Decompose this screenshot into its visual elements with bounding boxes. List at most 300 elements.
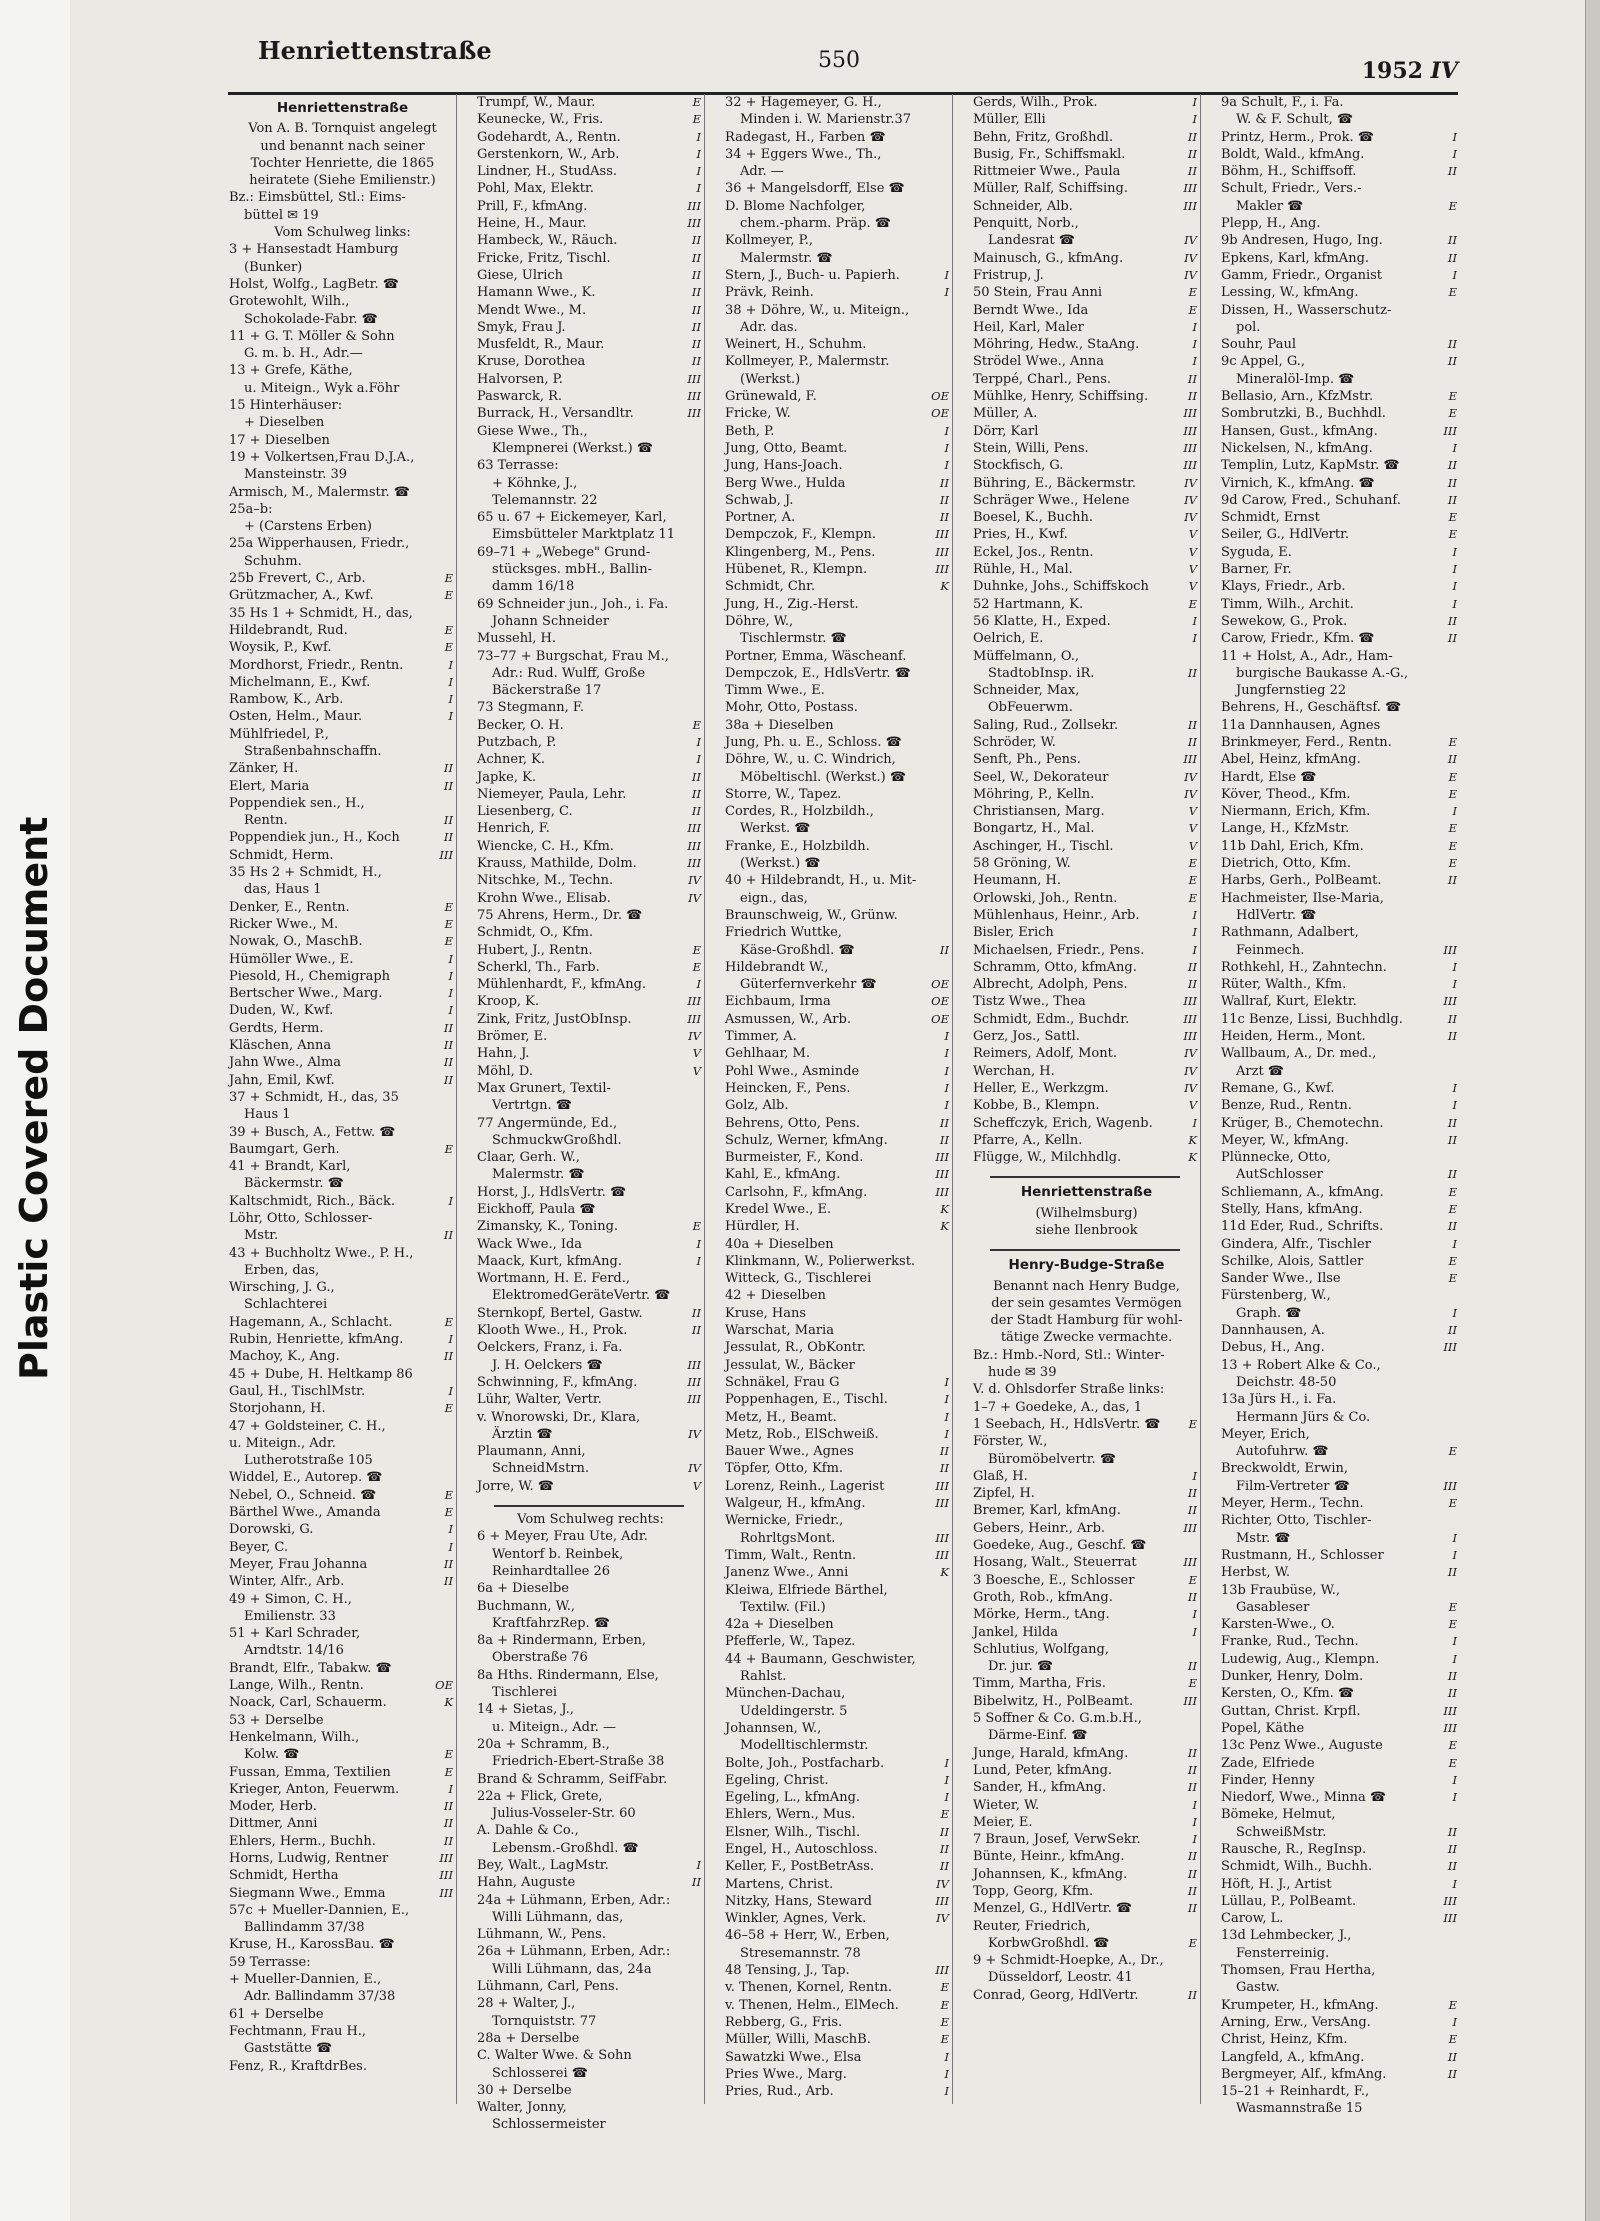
entry-text: Mohr, Otto, Postass.	[725, 700, 858, 716]
entry-text: Möhl, D.	[477, 1063, 534, 1079]
entry-text: Schmidt, Chr.	[725, 579, 816, 595]
floor-marker: I	[1452, 1080, 1457, 1095]
entry-text: Behrens, Otto, Pens.	[725, 1115, 861, 1131]
entry-text: Lund, Peter, kfmAng.	[973, 1762, 1113, 1778]
entry-text: Schlachterei	[244, 1297, 328, 1313]
floor-marker: E	[692, 959, 701, 974]
entry-text: Feinmech.	[1236, 942, 1305, 958]
entry-text: Vom Schulweg links:	[274, 225, 411, 241]
directory-entry	[1218, 890, 1460, 907]
directory-entry	[1218, 1737, 1460, 1754]
floor-marker: III	[687, 406, 701, 421]
floor-marker: E	[444, 1487, 453, 1502]
floor-marker: IV	[1184, 510, 1197, 525]
floor-marker: III	[687, 389, 701, 404]
directory-entry	[1218, 492, 1460, 509]
section-separator	[494, 1505, 684, 1507]
entry-text: damm 16/18	[492, 579, 575, 595]
directory-entry	[226, 1885, 456, 1902]
directory-entry	[474, 1028, 704, 1045]
entry-text: Hagemann, A., Schlacht.	[229, 1314, 393, 1330]
directory-entry	[474, 1357, 704, 1374]
floor-marker: E	[1448, 734, 1457, 749]
entry-text: Jahn, Emil, Kwf.	[229, 1072, 335, 1088]
directory-entry	[970, 509, 1200, 526]
entry-text: Prävk, Reinh.	[725, 285, 814, 301]
directory-entry	[474, 2082, 704, 2099]
entry-text: Portner, Emma, Wäscheanf.	[725, 648, 907, 664]
floor-marker: II	[691, 233, 701, 248]
directory-entry	[474, 1701, 704, 1718]
directory-entry	[1218, 1755, 1460, 1772]
directory-entry	[1218, 1564, 1460, 1581]
entry-text: Zänker, H.	[229, 761, 299, 777]
entry-text: Jessulat, R., ObKontr.	[725, 1340, 866, 1356]
entry-text: Lutherotstraße 105	[244, 1453, 373, 1469]
entry-text: Timm, Wilh., Archit.	[1221, 596, 1354, 612]
directory-entry	[1218, 734, 1460, 751]
entry-text: Hübenet, R., Klempn.	[725, 562, 868, 578]
directory-entry	[970, 180, 1200, 197]
floor-marker: I	[1192, 319, 1197, 334]
floor-marker: IV	[1184, 492, 1197, 507]
directory-entry	[970, 1658, 1200, 1675]
directory-entry	[226, 1262, 456, 1279]
entry-text: u. Miteign., Adr. —	[492, 1719, 617, 1735]
directory-entry	[970, 578, 1200, 595]
floor-marker: I	[1452, 440, 1457, 455]
floor-marker: III	[1183, 181, 1197, 196]
directory-entry	[474, 129, 704, 146]
floor-marker: E	[444, 571, 453, 586]
floor-marker: II	[1187, 665, 1197, 680]
entry-text: Müller, Elli	[973, 112, 1046, 128]
entry-text: Lüllau, P., PolBeamt.	[1221, 1893, 1357, 1909]
entry-text: Menzel, G., HdlVertr. ☎	[973, 1901, 1133, 1917]
directory-entry	[474, 1045, 704, 1062]
entry-text: Franke, E., Holzbildh.	[725, 838, 870, 854]
directory-entry	[970, 1866, 1200, 1883]
entry-text: Köver, Theod., Kfm.	[1221, 786, 1351, 802]
directory-entry	[1218, 1339, 1460, 1356]
directory-entry	[474, 803, 704, 820]
entry-text: Warschat, Maria	[725, 1323, 834, 1339]
directory-entry	[970, 1433, 1200, 1450]
entry-text: Hamann Wwe., K.	[477, 285, 596, 301]
directory-entry	[970, 855, 1200, 872]
floor-marker: I	[944, 2084, 949, 2099]
floor-marker: E	[1448, 1202, 1457, 1216]
entry-text: Jungfernstieg 22	[1236, 683, 1347, 699]
entry-text: burgische Baukasse A.-G.,	[1236, 665, 1409, 681]
entry-text: + Mueller-Dannien, E.,	[229, 1972, 382, 1988]
floor-marker: E	[1448, 285, 1457, 300]
directory-entry	[1218, 1927, 1460, 1944]
directory-entry	[226, 864, 456, 881]
entry-text: Printz, Herm., Prok. ☎	[1221, 129, 1374, 145]
directory-entry	[1218, 1616, 1460, 1633]
floor-marker: II	[443, 1349, 453, 1364]
entry-text: Fürstenberg, W.,	[1221, 1288, 1331, 1304]
directory-entry	[970, 820, 1200, 837]
floor-marker: I	[1452, 267, 1457, 282]
directory-entry	[970, 1347, 1200, 1364]
directory-entry	[722, 2066, 952, 2083]
directory-entry	[1218, 1893, 1460, 1910]
entry-text: Egeling, L., kfmAng.	[725, 1790, 861, 1806]
directory-entry	[226, 1781, 456, 1798]
floor-marker: II	[443, 830, 453, 845]
directory-entry	[1218, 94, 1460, 111]
directory-entry	[474, 371, 704, 388]
directory-entry	[474, 1391, 704, 1408]
floor-marker: E	[1448, 1599, 1457, 1614]
floor-marker: II	[443, 1816, 453, 1831]
directory-entry	[226, 293, 456, 310]
entry-text: Mussehl, H.	[477, 631, 556, 647]
floor-marker: I	[448, 1332, 453, 1347]
floor-marker: I	[448, 1193, 453, 1208]
entry-text: Poppenhagen, E., Tischl.	[725, 1392, 888, 1408]
directory-entry	[1218, 1668, 1460, 1685]
entry-text: Rustmann, H., Schlosser	[1221, 1547, 1384, 1563]
floor-marker: I	[1452, 596, 1457, 611]
floor-marker: I	[1192, 631, 1197, 646]
entry-text: Büromöbelvertr. ☎	[988, 1451, 1117, 1467]
entry-text: Maack, Kurt, kfmAng.	[477, 1253, 622, 1269]
floor-marker: II	[691, 250, 701, 265]
floor-marker: II	[1447, 752, 1457, 767]
directory-entry	[1218, 2083, 1460, 2100]
entry-text: Reinhardtallee 26	[492, 1563, 611, 1579]
directory-entry	[474, 1805, 704, 1822]
header-volume: IV	[1430, 58, 1458, 84]
directory-entry	[226, 120, 456, 137]
directory-entry	[722, 475, 952, 492]
directory-entry	[722, 890, 952, 907]
entry-text: Pries Wwe., Marg.	[725, 2066, 847, 2082]
entry-text: Buchmann, W.,	[477, 1598, 576, 1614]
entry-text: Carow, Friedr., Kfm. ☎	[1221, 631, 1375, 647]
directory-entry	[1218, 1184, 1460, 1201]
entry-text: Töpfer, Otto, Kfm.	[725, 1461, 844, 1477]
entry-text: 8a + Rindermann, Erben,	[477, 1633, 647, 1649]
entry-text: 17 + Dieselben	[229, 432, 330, 448]
entry-text: 11a Dannhausen, Agnes	[1221, 717, 1381, 733]
floor-marker: I	[944, 1790, 949, 1805]
entry-text: Hansen, Gust., kfmAng.	[1221, 423, 1378, 439]
entry-text: Behn, Fritz, Großhdl.	[973, 129, 1114, 145]
floor-marker: I	[448, 1383, 453, 1398]
entry-text: Lindner, H., StudAss.	[477, 164, 618, 180]
directory-entry	[722, 163, 952, 180]
directory-entry	[474, 1892, 704, 1909]
floor-marker: I	[1452, 2014, 1457, 2029]
directory-entry	[474, 942, 704, 959]
entry-text: Harbs, Gerh., PolBeamt.	[1221, 873, 1382, 889]
floor-marker: II	[443, 1556, 453, 1571]
directory-entry	[474, 1478, 704, 1495]
entry-text: Arndtstr. 14/16	[244, 1643, 344, 1659]
floor-marker: II	[1187, 1745, 1197, 1760]
directory-entry	[970, 1675, 1200, 1692]
directory-entry	[226, 466, 456, 483]
floor-marker: E	[444, 1764, 453, 1779]
directory-entry	[226, 553, 456, 570]
entry-text: Schokolade-Fabr. ☎	[244, 311, 378, 327]
directory-entry	[1218, 1236, 1460, 1253]
entry-text: Virnich, K., kfmAng. ☎	[1221, 475, 1375, 491]
entry-text: (Werkst.) ☎	[740, 856, 821, 872]
directory-entry	[474, 1166, 704, 1183]
directory-entry	[970, 1205, 1200, 1222]
directory-entry	[1218, 838, 1460, 855]
directory-entry	[1218, 1495, 1460, 1512]
floor-marker: I	[696, 129, 701, 144]
directory-entry	[722, 284, 952, 301]
entry-text: 57c + Mueller-Dannien, E.,	[229, 1902, 410, 1918]
floor-marker: E	[692, 112, 701, 127]
floor-marker: III	[687, 1374, 701, 1389]
entry-text: 13d Lehmbecker, J.,	[1221, 1928, 1352, 1944]
floor-marker: I	[944, 1080, 949, 1095]
floor-marker: III	[439, 1868, 453, 1883]
floor-marker: II	[1447, 1565, 1457, 1580]
directory-entry	[226, 1642, 456, 1659]
entry-text: Breckwoldt, Erwin,	[1221, 1461, 1349, 1477]
directory-entry	[226, 2023, 456, 2040]
entry-text: Wiencke, C. H., Kfm.	[477, 838, 614, 854]
floor-marker: III	[1443, 1478, 1457, 1493]
entry-text: 24a + Lühmann, Erben, Adr.:	[477, 1892, 671, 1908]
entry-text: Lange, H., KfzMstr.	[1221, 821, 1350, 837]
floor-marker: K	[1188, 1150, 1197, 1165]
entry-text: Timmer, A.	[725, 1029, 797, 1045]
directory-entry	[474, 1649, 704, 1666]
entry-text: 40a + Dieselben	[725, 1236, 834, 1252]
entry-text: Schilke, Alois, Sattler	[1221, 1253, 1364, 1269]
directory-entry	[1218, 250, 1460, 267]
directory-entry	[1218, 371, 1460, 388]
floor-marker: I	[944, 2049, 949, 2064]
entry-text: eign., das,	[740, 890, 808, 906]
entry-text: Schult, Friedr., Vers.-	[1221, 181, 1362, 197]
directory-entry	[970, 1045, 1200, 1062]
entry-text: Dempczok, E., HdlsVertr. ☎	[725, 665, 911, 681]
entry-text: Klingenberg, M., Pens.	[725, 544, 876, 560]
directory-entry	[1218, 1011, 1460, 1028]
entry-text: W. & F. Schult, ☎	[1236, 112, 1354, 128]
floor-marker: V	[692, 1063, 701, 1078]
directory-entry	[474, 1097, 704, 1114]
directory-entry	[226, 968, 456, 985]
directory-entry	[722, 353, 952, 370]
directory-entry	[226, 1833, 456, 1850]
floor-marker: II	[1447, 1669, 1457, 1684]
directory-entry	[722, 1339, 952, 1356]
floor-marker: II	[1187, 1866, 1197, 1881]
floor-marker: I	[1452, 1876, 1457, 1891]
floor-marker: II	[1447, 1686, 1457, 1701]
entry-text: 25a Wipperhausen, Friedr.,	[229, 536, 410, 552]
entry-text: Senft, Ph., Pens.	[973, 752, 1081, 768]
directory-entry	[722, 1910, 952, 1927]
directory-entry	[1218, 284, 1460, 301]
directory-entry	[226, 1954, 456, 1971]
directory-entry	[1218, 1460, 1460, 1477]
directory-entry	[722, 1184, 952, 1201]
entry-text: 3 Boesche, E., Schlosser	[973, 1572, 1135, 1588]
directory-entry	[226, 605, 456, 622]
column-5	[1218, 94, 1460, 2117]
directory-entry	[474, 1511, 704, 1528]
directory-entry	[1218, 405, 1460, 422]
directory-entry	[1218, 198, 1460, 215]
directory-entry	[474, 2099, 704, 2116]
entry-text: Witteck, G., Tischlerei	[725, 1271, 872, 1287]
entry-text: ObFeuerwm.	[988, 700, 1073, 716]
floor-marker: III	[687, 216, 701, 231]
directory-entry	[1218, 2100, 1460, 2117]
entry-text: der Stadt Hamburg für wohl-	[990, 1313, 1183, 1329]
entry-text: Schmidt, Wilh., Buchh.	[1221, 1859, 1373, 1875]
directory-entry	[970, 129, 1200, 146]
entry-text: Bongartz, H., Mal.	[973, 821, 1095, 837]
directory-entry	[474, 717, 704, 734]
directory-entry	[226, 1400, 456, 1417]
directory-entry	[1218, 613, 1460, 630]
floor-marker: III	[935, 527, 949, 542]
entry-text: Becker, O. H.	[477, 717, 564, 733]
directory-entry	[722, 1668, 952, 1685]
directory-entry	[722, 319, 952, 336]
entry-text: Winkler, Agnes, Verk.	[725, 1911, 867, 1927]
entry-text: Wernicke, Friedr.,	[725, 1513, 844, 1529]
floor-marker: K	[1188, 1132, 1197, 1147]
entry-text: heiratete (Siehe Emilienstr.)	[249, 173, 436, 189]
directory-entry	[970, 890, 1200, 907]
entry-text: Fensterreinig.	[1236, 1945, 1330, 1961]
directory-entry	[722, 769, 952, 786]
directory-entry	[474, 1822, 704, 1839]
directory-entry	[722, 1685, 952, 1702]
floor-marker: II	[939, 1132, 949, 1147]
directory-entry	[1218, 1270, 1460, 1287]
directory-entry	[474, 180, 704, 197]
floor-marker: II	[1187, 1589, 1197, 1604]
floor-marker: E	[1188, 1416, 1197, 1431]
entry-text: 37 + Schmidt, H., das, 35	[229, 1089, 399, 1105]
directory-entry	[970, 1416, 1200, 1433]
floor-marker: III	[935, 544, 949, 559]
directory-entry	[474, 2013, 704, 2030]
directory-entry	[722, 1806, 952, 1823]
directory-entry	[474, 302, 704, 319]
floor-marker: E	[940, 1807, 949, 1822]
entry-text: Schneider, Alb.	[973, 198, 1073, 214]
directory-entry	[226, 1279, 456, 1296]
directory-entry	[474, 1598, 704, 1615]
floor-marker: III	[1443, 423, 1457, 438]
directory-entry	[226, 951, 456, 968]
floor-marker: III	[1183, 423, 1197, 438]
directory-entry	[970, 1762, 1200, 1779]
directory-entry	[226, 501, 456, 518]
floor-marker: IV	[1184, 786, 1197, 801]
directory-entry	[226, 1487, 456, 1504]
entry-text: Barner, Fr.	[1221, 562, 1292, 578]
entry-text: Lorenz, Reinh., Lagerist	[725, 1478, 885, 1494]
entry-text: Stelly, Hans, kfmAng.	[1221, 1202, 1363, 1217]
directory-entry	[474, 336, 704, 353]
directory-entry	[1218, 1772, 1460, 1789]
floor-marker: II	[691, 786, 701, 801]
entry-text: Horns, Ludwig, Rentner	[229, 1850, 389, 1866]
floor-marker: K	[940, 1565, 949, 1580]
entry-text: Pries, H., Kwf.	[973, 527, 1068, 543]
floor-marker: E	[444, 934, 453, 949]
floor-marker: I	[944, 1755, 949, 1770]
entry-text: Berg Wwe., Hulda	[725, 475, 846, 491]
floor-marker: II	[1187, 1486, 1197, 1501]
directory-entry	[970, 665, 1200, 682]
street-heading	[970, 1257, 1200, 1274]
entry-text: Tischlerei	[492, 1685, 558, 1701]
entry-text: Bellasio, Arn., KfzMstr.	[1221, 389, 1374, 405]
entry-text: Gerdts, Herm.	[229, 1020, 324, 1036]
floor-marker: E	[444, 1141, 453, 1156]
floor-marker: I	[1452, 579, 1457, 594]
directory-entry	[226, 189, 456, 206]
entry-text: Heil, Karl, Maler	[973, 319, 1084, 335]
directory-entry	[722, 924, 952, 941]
directory-entry	[722, 388, 952, 405]
entry-text: 8a Hths. Rindermann, Else,	[477, 1667, 659, 1683]
entry-text: Poppendiek sen., H.,	[229, 795, 365, 811]
directory-entry	[474, 1115, 704, 1132]
floor-marker: OE	[435, 1678, 453, 1693]
directory-entry	[970, 1952, 1200, 1969]
directory-entry	[970, 526, 1200, 543]
entry-text: Jorre, W. ☎	[477, 1478, 554, 1494]
directory-entry	[722, 648, 952, 665]
floor-marker: E	[1188, 890, 1197, 905]
entry-text: Meyer, W., kfmAng.	[1221, 1132, 1349, 1148]
page-edge	[1585, 0, 1600, 2221]
directory-entry	[722, 1876, 952, 1893]
directory-entry	[474, 423, 704, 440]
entry-text: Hachmeister, Ilse-Maria,	[1221, 890, 1384, 906]
floor-marker: II	[1187, 1987, 1197, 2002]
entry-text: Musfeldt, R., Maur.	[477, 337, 605, 353]
directory-entry	[226, 1366, 456, 1383]
directory-entry	[226, 657, 456, 674]
entry-text: Remane, G., Kwf.	[1221, 1080, 1335, 1096]
entry-text: Tornquiststr. 77	[492, 2013, 597, 2029]
directory-entry	[1218, 2066, 1460, 2083]
directory-entry	[722, 1391, 952, 1408]
floor-marker: III	[1443, 1703, 1457, 1718]
directory-entry	[1218, 232, 1460, 249]
directory-entry	[722, 423, 952, 440]
entry-text: Kleiwa, Elfriede Bärthel,	[725, 1582, 888, 1598]
directory-entry	[970, 457, 1200, 474]
entry-text: Därme-Einf. ☎	[988, 1728, 1088, 1744]
entry-text: Dempczok, F., Klempn.	[725, 527, 876, 543]
floor-marker: III	[1183, 458, 1197, 473]
directory-entry	[226, 1227, 456, 1244]
entry-text: Niedorf, Wwe., Minna ☎	[1221, 1790, 1387, 1806]
